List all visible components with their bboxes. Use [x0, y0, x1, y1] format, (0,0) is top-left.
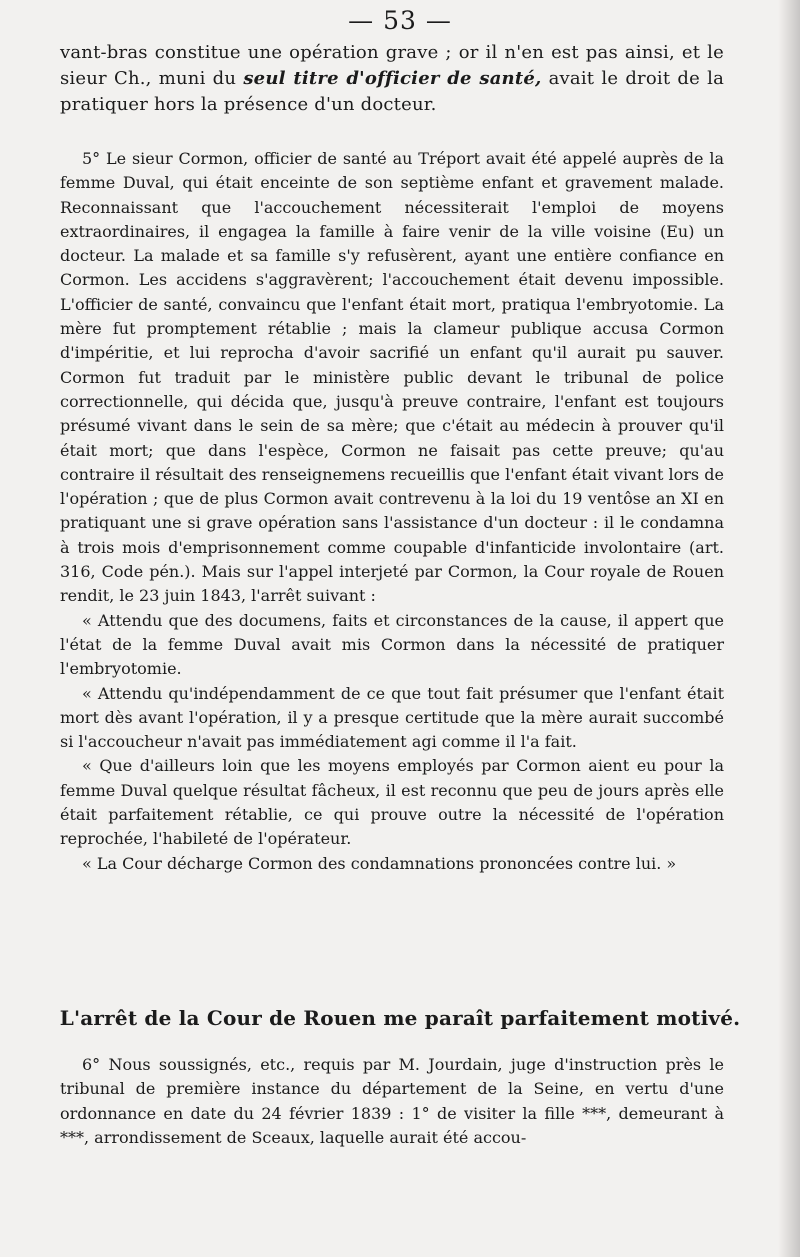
emphasis-text: seul titre d'officier de santé, [243, 68, 542, 89]
court-consideration-3: « Que d'ailleurs loin que les moyens employés par Cormon aient eu pour la femme Duval quelque résultat fâcheux, il est reconnu que peu de jours après elle était parfaitement rétablie, ce qui prouve outre la nécessité de l'opération reprochée, l'habileté de l'opérateur. [60, 756, 724, 849]
page-number: — 53 — [348, 6, 452, 35]
court-consideration-1: « Attendu que des documens, faits et circonstances de la cause, il appert que l'état de la femme Duval avait mis Cormon dans la nécessité de pratiquer l'embryotomie. [60, 610, 724, 679]
top-paragraph-text-2: avait le droit de la pratiquer hors la présence d'un docteur. [60, 68, 725, 115]
case-6-paragraph: 6° Nous soussignés, etc., requis par M. Jourdain, juge d'instruction près le tribunal de première instance du département de la Seine, en vertu d'une ordonnance en date du 24 février 1839 : 1° de visiter la fille ***, demeurant à ***, arrondissement de Sceaux, laquelle aurait été accou- [60, 1055, 724, 1147]
conclusion-heading: L'arrêt de la Cour de Rouen me paraît parfaitement motivé. [59, 1006, 741, 1030]
top-paragraph-text-1: vant-bras constitue une opération grave ; or il n'en est pas ainsi, et le sieur Ch., muni du [60, 42, 724, 89]
top-paragraph [60, 40, 724, 118]
court-consideration-2: « Attendu qu'indépendamment de ce que tout fait présumer que l'enfant était mort dès avant l'opération, il y a presque certitude que la mère aurait succombé si l'accoucheur n'avait pas immédiatement agi comme il l'a fait. [60, 683, 724, 752]
case-6-section [60, 1053, 724, 1150]
case-5-section [60, 147, 724, 876]
court-decision: « La Cour décharge Cormon des condamnations prononcées contre lui. » [82, 853, 677, 873]
case-5-paragraph: 5° Le sieur Cormon, officier de santé au Tréport avait été appelé auprès de la femme Duval, qui était enceinte de son septième enfant et gravement malade. Reconnaissant que l'accouchement nécessiterait l'emploi de moyens extraordinaires, il engagea la famille à faire venir de la ville voisine (Eu) un docteur. La malade et sa famille s'y refusèrent, ayant une entière confiance en Cormon. Les accidens s'aggravèrent; l'accouchement était devenu impossible. L'officier de santé, convaincu que l'enfant était mort, pratiqua l'embryotomie. La mère fut promptement rétablie ; mais la clameur publique accusa Cormon d'impéritie, et lui reprocha d'avoir sacrifié un enfant qu'il aurait pu sauver. Cormon fut traduit par le ministère public devant le tribunal de police correctionnelle, qui décida que, jusqu'à preuve contraire, l'enfant est toujours présumé vivant dans le sein de sa mère; que c'était au médecin à prouver qu'il était mort; que dans l'espèce, Cormon ne faisait pas cette preuve; qu'au contraire il résultait des renseignemens recueillis que l'enfant était vivant lors de l'opération ; que de plus Cormon avait contrevenu à la loi du 19 ventôse an XI en pratiquant une si grave opération sans l'assistance d'un docteur : il le condamna à trois mois d'emprisonnement comme coupable d'infanticide involontaire (art. 316, Code pén.). Mais sur l'appel interjeté par Cormon, la Cour royale de Rouen rendit, le 23 juin 1843, l'arrêt suivant : [60, 149, 724, 606]
